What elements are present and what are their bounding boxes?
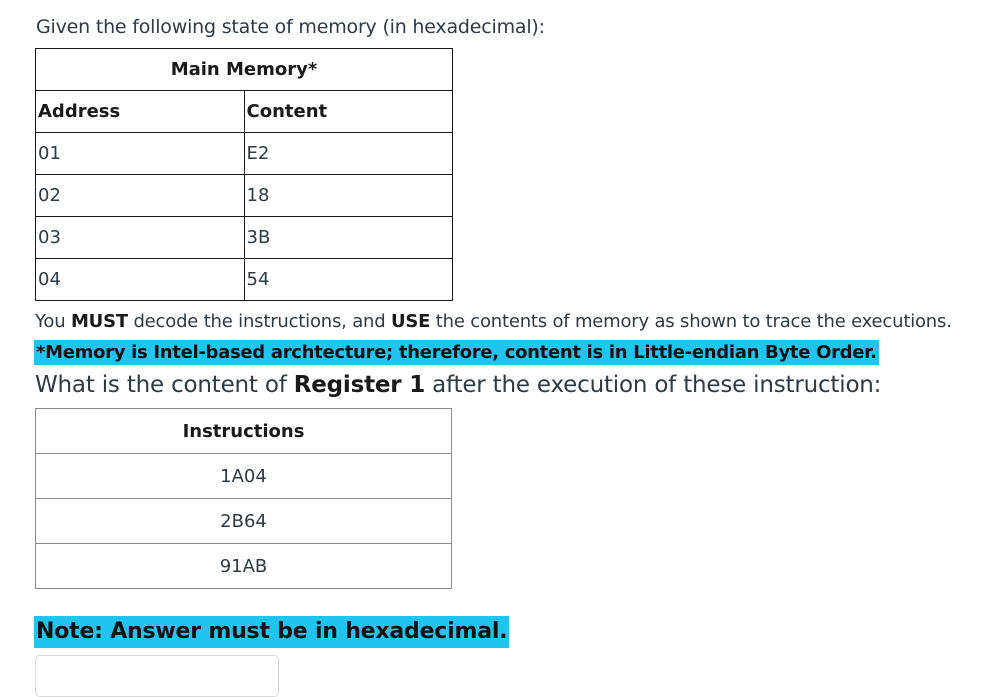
register-emphasis: Register 1 bbox=[293, 372, 426, 398]
content-cell: 54 bbox=[244, 259, 453, 301]
table-row bbox=[36, 175, 453, 217]
content-cell: E2 bbox=[244, 133, 453, 175]
instruction-cell: 1A04 bbox=[36, 454, 452, 499]
paragraph-text: decode the instructions, and bbox=[127, 311, 391, 332]
address-cell: 02 bbox=[36, 175, 245, 217]
main-memory-table bbox=[35, 48, 453, 301]
table-row bbox=[36, 217, 453, 259]
content-cell: 18 bbox=[244, 175, 453, 217]
address-cell: 03 bbox=[36, 217, 245, 259]
address-cell: 01 bbox=[36, 133, 245, 175]
use-emphasis: USE bbox=[391, 311, 431, 332]
address-cell: 04 bbox=[36, 259, 245, 301]
question-part: What is the content of bbox=[35, 372, 294, 398]
answer-format-note: Note: Answer must be in hexadecimal. bbox=[34, 616, 509, 648]
content-header: Content bbox=[244, 91, 453, 133]
paragraph-text: You bbox=[35, 311, 71, 332]
little-endian-note: *Memory is Intel-based archtecture; therefore, content is in Little-endian Byte Order. bbox=[36, 342, 877, 363]
address-header: Address bbox=[36, 91, 245, 133]
memory-table-caption: Main Memory* bbox=[36, 49, 453, 91]
must-emphasis: MUST bbox=[70, 311, 128, 332]
table-row bbox=[36, 133, 453, 175]
question-part: after the execution of these instruction: bbox=[425, 372, 882, 398]
table-row bbox=[36, 544, 452, 589]
content-cell: 3B bbox=[244, 217, 453, 259]
instruction-cell: 91AB bbox=[36, 544, 452, 589]
instructions-header: Instructions bbox=[36, 409, 452, 454]
table-row bbox=[36, 454, 452, 499]
paragraph-text: the contents of memory as shown to trace the executions. bbox=[430, 311, 952, 332]
intro-text: Given the following state of memory (in hexadecimal): bbox=[36, 16, 545, 38]
answer-input[interactable] bbox=[35, 655, 279, 697]
table-row bbox=[36, 499, 452, 544]
question-text bbox=[35, 372, 881, 398]
table-row bbox=[36, 259, 453, 301]
instructions-paragraph bbox=[35, 311, 952, 332]
instruction-cell: 2B64 bbox=[36, 499, 452, 544]
instructions-table bbox=[35, 408, 452, 589]
